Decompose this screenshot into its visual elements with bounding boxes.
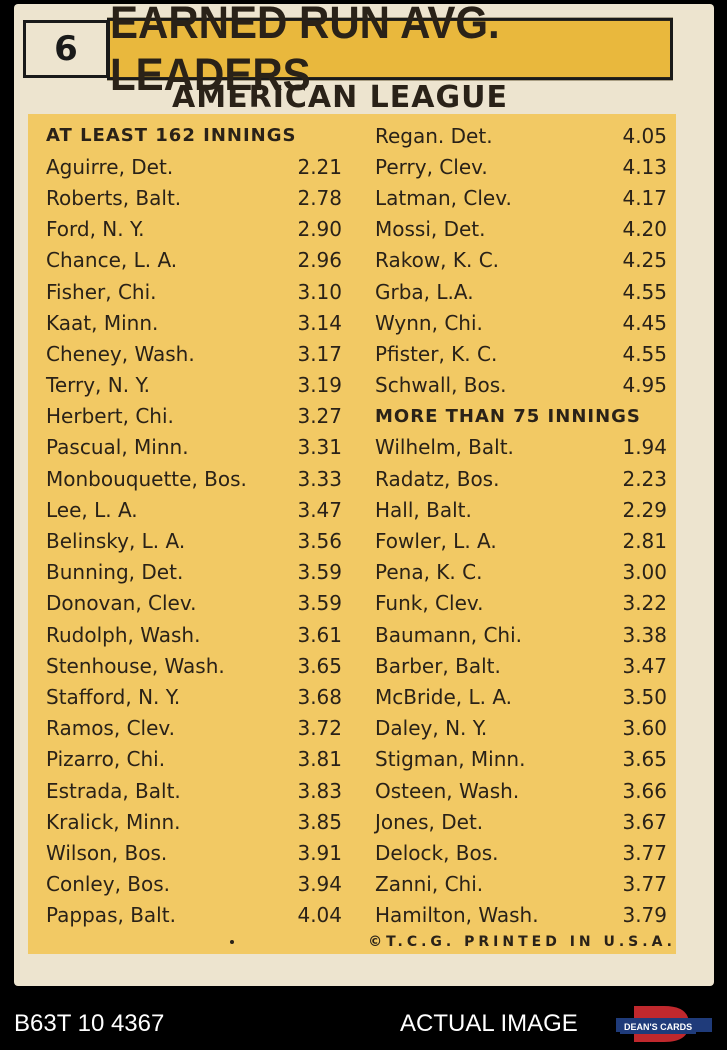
- stat-row: [375, 525, 667, 556]
- pitcher-name: McBride, L. A.: [375, 684, 513, 709]
- pitcher-name: Radatz, Bos.: [375, 466, 500, 491]
- stat-row: [375, 650, 667, 681]
- era-value: 4.04: [297, 903, 342, 928]
- stat-row: [375, 370, 667, 401]
- pitcher-name: Lee, L. A.: [46, 497, 138, 522]
- era-value: 4.25: [622, 248, 667, 273]
- stat-row: [375, 619, 667, 650]
- pitcher-name: Fowler, L. A.: [375, 529, 497, 554]
- era-value: 3.79: [622, 903, 667, 928]
- logo-text: DEAN'S CARDS: [620, 1020, 696, 1034]
- era-value: 3.60: [622, 716, 667, 741]
- era-value: 3.17: [297, 341, 342, 366]
- era-value: 3.10: [297, 279, 342, 304]
- league-heading: AMERICAN LEAGUE: [172, 80, 508, 115]
- stat-row: [46, 806, 342, 837]
- era-value: 2.78: [297, 185, 342, 210]
- stat-row: [375, 463, 667, 494]
- stat-row: [375, 713, 667, 744]
- stat-row: [46, 214, 342, 245]
- era-value: 3.19: [297, 373, 342, 398]
- pitcher-name: Mossi, Det.: [375, 217, 486, 242]
- section-header: [46, 120, 342, 151]
- era-value: 3.65: [622, 747, 667, 772]
- pitcher-name: Ford, N. Y.: [46, 217, 145, 242]
- pitcher-name: Chance, L. A.: [46, 248, 178, 273]
- era-value: 4.95: [622, 373, 667, 398]
- stat-row: [46, 463, 342, 494]
- stat-row: [46, 307, 342, 338]
- era-value: 2.23: [622, 466, 667, 491]
- pitcher-name: Donovan, Clev.: [46, 591, 197, 616]
- pitcher-name: Stafford, N. Y.: [46, 684, 181, 709]
- pitcher-name: Wynn, Chi.: [375, 310, 483, 335]
- stat-row: [375, 806, 667, 837]
- pitcher-name: Pizarro, Chi.: [46, 747, 166, 772]
- stat-row: [46, 338, 342, 369]
- era-value: 3.83: [297, 778, 342, 803]
- stat-row: [375, 151, 667, 182]
- stat-row: [46, 744, 342, 775]
- stat-row: [46, 151, 342, 182]
- era-value: 3.38: [622, 622, 667, 647]
- pitcher-name: Estrada, Balt.: [46, 778, 181, 803]
- pitcher-name: Regan. Det.: [375, 123, 493, 148]
- stat-row: [375, 338, 667, 369]
- era-value: 4.55: [622, 279, 667, 304]
- stat-row: [375, 588, 667, 619]
- stat-row: [375, 245, 667, 276]
- stat-row: [375, 182, 667, 213]
- pitcher-name: Hall, Balt.: [375, 497, 472, 522]
- pitcher-name: Terry, N. Y.: [46, 373, 150, 398]
- pitcher-name: Belinsky, L. A.: [46, 529, 186, 554]
- era-value: 2.21: [297, 154, 342, 179]
- stat-row: [375, 775, 667, 806]
- era-value: 3.65: [297, 653, 342, 678]
- era-value: 3.94: [297, 872, 342, 897]
- stat-row: [46, 681, 342, 712]
- stat-row: [375, 681, 667, 712]
- stat-row: [375, 557, 667, 588]
- stat-row: [46, 900, 342, 931]
- left-column: [46, 120, 342, 931]
- pitcher-name: Ramos, Clev.: [46, 716, 176, 741]
- era-value: 4.13: [622, 154, 667, 179]
- stat-row: [375, 744, 667, 775]
- pitcher-name: Zanni, Chi.: [375, 872, 484, 897]
- stat-row: [375, 494, 667, 525]
- stat-row: [375, 120, 667, 151]
- pitcher-name: Pfister, K. C.: [375, 341, 498, 366]
- stat-row: [375, 869, 667, 900]
- pitcher-name: Pappas, Balt.: [46, 903, 176, 928]
- stat-row: [46, 401, 342, 432]
- pitcher-name: Funk, Clev.: [375, 591, 484, 616]
- era-value: 4.05: [622, 123, 667, 148]
- era-value: 3.56: [297, 529, 342, 554]
- pitcher-name: Latman, Clev.: [375, 185, 512, 210]
- pitcher-name: Wilhelm, Balt.: [375, 435, 514, 460]
- stat-row: [375, 837, 667, 868]
- print-dot: [230, 940, 234, 944]
- pitcher-name: Roberts, Balt.: [46, 185, 182, 210]
- era-value: 2.90: [297, 217, 342, 242]
- stat-row: [375, 432, 667, 463]
- era-value: 2.96: [297, 248, 342, 273]
- stat-row: [46, 619, 342, 650]
- card-title: EARNED RUN AVG. LEADERS: [107, 18, 673, 81]
- era-value: 3.72: [297, 716, 342, 741]
- stat-row: [46, 370, 342, 401]
- pitcher-name: Wilson, Bos.: [46, 840, 168, 865]
- stat-row: [46, 432, 342, 463]
- era-value: 2.29: [622, 497, 667, 522]
- section-header: [375, 401, 667, 432]
- pitcher-name: Cheney, Wash.: [46, 341, 195, 366]
- stat-row: [46, 182, 342, 213]
- era-value: 3.77: [622, 840, 667, 865]
- stat-row: [46, 650, 342, 681]
- card-number: 6: [23, 20, 109, 78]
- listing-code: B63T 10 4367: [14, 1010, 165, 1037]
- era-value: 3.33: [297, 466, 342, 491]
- pitcher-name: Jones, Det.: [375, 809, 484, 834]
- pitcher-name: Kaat, Minn.: [46, 310, 159, 335]
- pitcher-name: Barber, Balt.: [375, 653, 501, 678]
- era-value: 3.47: [622, 653, 667, 678]
- stat-row: [46, 713, 342, 744]
- era-value: 4.55: [622, 341, 667, 366]
- pitcher-name: Rakow, K. C.: [375, 248, 500, 273]
- era-value: 4.20: [622, 217, 667, 242]
- pitcher-name: Perry, Clev.: [375, 154, 488, 179]
- stat-row: [46, 869, 342, 900]
- era-value: 3.81: [297, 747, 342, 772]
- pitcher-name: Aguirre, Det.: [46, 154, 174, 179]
- era-value: 3.50: [622, 684, 667, 709]
- pitcher-name: Rudolph, Wash.: [46, 622, 201, 647]
- pitcher-name: Bunning, Det.: [46, 560, 184, 585]
- era-value: 3.85: [297, 809, 342, 834]
- pitcher-name: Hamilton, Wash.: [375, 903, 539, 928]
- era-value: 3.66: [622, 778, 667, 803]
- era-value: 3.59: [297, 560, 342, 585]
- section-header-label: AT LEAST 162 INNINGS: [46, 125, 297, 147]
- stat-row: [46, 276, 342, 307]
- stat-row: [46, 775, 342, 806]
- section-header-label: MORE THAN 75 INNINGS: [375, 405, 641, 427]
- stat-row: [46, 837, 342, 868]
- era-value: 3.31: [297, 435, 342, 460]
- pitcher-name: Stigman, Minn.: [375, 747, 526, 772]
- era-value: 1.94: [622, 435, 667, 460]
- pitcher-name: Pascual, Minn.: [46, 435, 189, 460]
- stat-row: [46, 494, 342, 525]
- stat-row: [375, 276, 667, 307]
- pitcher-name: Herbert, Chi.: [46, 404, 174, 429]
- era-value: 4.17: [622, 185, 667, 210]
- stat-row: [375, 214, 667, 245]
- era-value: 3.14: [297, 310, 342, 335]
- pitcher-name: Schwall, Bos.: [375, 373, 507, 398]
- era-value: 4.45: [622, 310, 667, 335]
- stat-row: [375, 900, 667, 931]
- era-value: 3.61: [297, 622, 342, 647]
- pitcher-name: Pena, K. C.: [375, 560, 483, 585]
- stat-row: [46, 525, 342, 556]
- pitcher-name: Daley, N. Y.: [375, 716, 488, 741]
- pitcher-name: Grba, L.A.: [375, 279, 474, 304]
- stat-row: [46, 557, 342, 588]
- stat-row: [46, 245, 342, 276]
- right-column: [375, 120, 667, 931]
- era-value: 3.27: [297, 404, 342, 429]
- pitcher-name: Fisher, Chi.: [46, 279, 157, 304]
- pitcher-name: Kralick, Minn.: [46, 809, 181, 834]
- era-value: 2.81: [622, 529, 667, 554]
- pitcher-name: Stenhouse, Wash.: [46, 653, 225, 678]
- era-value: 3.91: [297, 840, 342, 865]
- era-value: 3.67: [622, 809, 667, 834]
- pitcher-name: Osteen, Wash.: [375, 778, 520, 803]
- stat-row: [46, 588, 342, 619]
- era-value: 3.47: [297, 497, 342, 522]
- copyright-footer: ©T.C.G. PRINTED IN U.S.A.: [368, 934, 676, 950]
- pitcher-name: Delock, Bos.: [375, 840, 499, 865]
- era-value: 3.00: [622, 560, 667, 585]
- pitcher-name: Baumann, Chi.: [375, 622, 523, 647]
- era-value: 3.59: [297, 591, 342, 616]
- era-value: 3.77: [622, 872, 667, 897]
- era-value: 3.22: [622, 591, 667, 616]
- era-value: 3.68: [297, 684, 342, 709]
- pitcher-name: Conley, Bos.: [46, 872, 171, 897]
- stat-row: [375, 307, 667, 338]
- actual-image-label: ACTUAL IMAGE: [400, 1010, 578, 1037]
- pitcher-name: Monbouquette, Bos.: [46, 466, 247, 491]
